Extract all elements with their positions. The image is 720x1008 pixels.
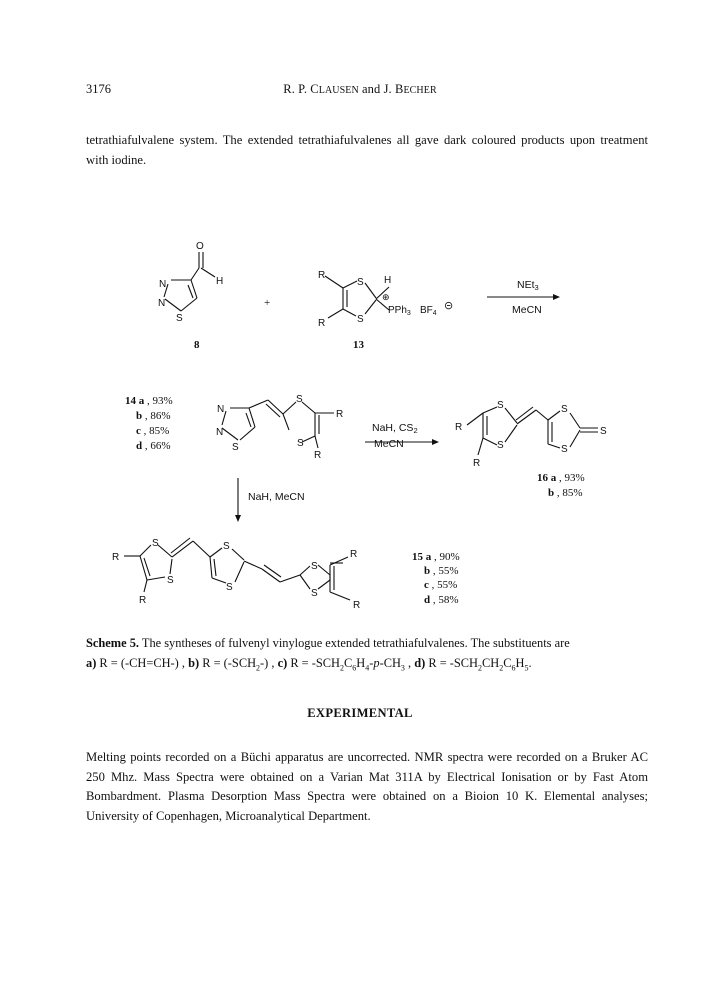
yield-14d: d , 66% — [136, 440, 171, 452]
caption-substituents: a) R = (-CH=CH-) , b) $R = (-SCH_2-)$ , c) $R = -SCH_2C_6H_4-p-CH_3$ , d) $R = -SCH_2CH_2C_6H_5$. — [86, 656, 532, 673]
reagent-net3: NEt3 — [517, 279, 539, 292]
svg-text:S: S — [311, 561, 318, 572]
svg-text:R: R — [353, 600, 361, 611]
caption-label: Scheme 5. — [86, 636, 139, 650]
yield-15c: c , 55% — [424, 579, 458, 591]
page-number: 3176 — [86, 82, 111, 96]
svg-text:S: S — [497, 400, 504, 411]
svg-text:S: S — [176, 313, 183, 324]
svg-text:R: R — [473, 458, 481, 469]
svg-text:R: R — [112, 552, 120, 563]
counterion-label: $BF_4$ — [420, 305, 437, 317]
reagent-mecn-2: MeCN — [374, 438, 404, 450]
svg-text:S: S — [167, 575, 174, 586]
reagent-nah-mecn: NaH, MeCN — [248, 491, 305, 503]
svg-text:H: H — [216, 276, 224, 287]
svg-text:R: R — [139, 595, 147, 606]
svg-text:S: S — [232, 442, 239, 453]
yield-16a: 16 a , 93% — [537, 472, 585, 484]
svg-text:S: S — [497, 440, 504, 451]
compound-label-8: 8 — [194, 339, 200, 351]
experimental-paragraph: Melting points recorded on a Büchi apparatus are uncorrected. NMR spectra were recorded on a Bruker AC 250 Mhz. Mass Spectra were obtained on a Varian Mat 311A by Electrical Ionisation or by Fast Atom Bombardment. Plasma Desorption Mass Spectra were obtained on a Bioion 10 K. Elemental analyses; University of Copenhagen, Microanalytical Department. — [86, 750, 648, 823]
svg-text:S: S — [297, 438, 304, 449]
svg-text:S: S — [311, 588, 318, 599]
atom-o: O — [196, 241, 204, 252]
structure-compound-16 — [467, 407, 598, 455]
svg-text:R: R — [314, 450, 322, 461]
plus-sign: + — [264, 297, 271, 309]
yield-16b: b , 85% — [548, 487, 583, 499]
yield-15b: b , 55% — [424, 565, 459, 577]
svg-text:R: R — [336, 409, 344, 420]
reagent-nah-cs2: NaH, CS2 — [372, 422, 418, 435]
svg-text:S: S — [357, 314, 364, 325]
svg-text:R: R — [318, 318, 326, 329]
svg-text:N: N — [158, 298, 166, 309]
compound-label-13: 13 — [353, 339, 364, 351]
svg-text:⊕: ⊕ — [382, 292, 390, 302]
section-title: EXPERIMENTAL — [307, 706, 413, 720]
svg-text:R: R — [455, 422, 463, 433]
svg-text:S: S — [600, 426, 607, 437]
svg-text:R: R — [350, 549, 358, 560]
svg-text:R: R — [318, 270, 326, 281]
caption-text: The syntheses of fulvenyl vinylogue extended tetrathiafulvalenes. The substituents are — [141, 636, 570, 650]
svg-text:N: N — [159, 279, 167, 290]
running-head: R. P. CLAUSEN and J. BECHER — [283, 82, 437, 96]
svg-text:S: S — [561, 444, 568, 455]
structure-compound-8 — [164, 252, 215, 311]
svg-text:S: S — [152, 538, 159, 549]
scheme-caption — [86, 633, 648, 678]
structure-compound-14 — [222, 400, 334, 448]
svg-text:N: N — [217, 404, 225, 415]
yield-14b: b , 86% — [136, 410, 171, 422]
yield-15d: d , 58% — [424, 594, 459, 606]
svg-text:S: S — [226, 582, 233, 593]
svg-text:S: S — [223, 541, 230, 552]
svg-text:⊝: ⊝ — [444, 300, 454, 312]
yield-14c: c , 85% — [136, 425, 170, 437]
reagent-mecn-1: MeCN — [512, 304, 542, 316]
svg-text:PPh3: PPh$_3$ — [388, 305, 411, 317]
svg-text:S: S — [561, 404, 568, 415]
svg-text:N: N — [216, 427, 224, 438]
yield-15a: 15 a , 90% — [412, 551, 460, 563]
intro-paragraph: tetrathiafulvalene system. The extended tetrathiafulvalenes all gave dark coloured products upon treatment with iodine. — [86, 133, 648, 167]
svg-text:H: H — [384, 275, 392, 286]
yield-14a: 14 a , 93% — [125, 395, 173, 407]
svg-text:S: S — [357, 277, 364, 288]
svg-text:S: S — [296, 394, 303, 405]
